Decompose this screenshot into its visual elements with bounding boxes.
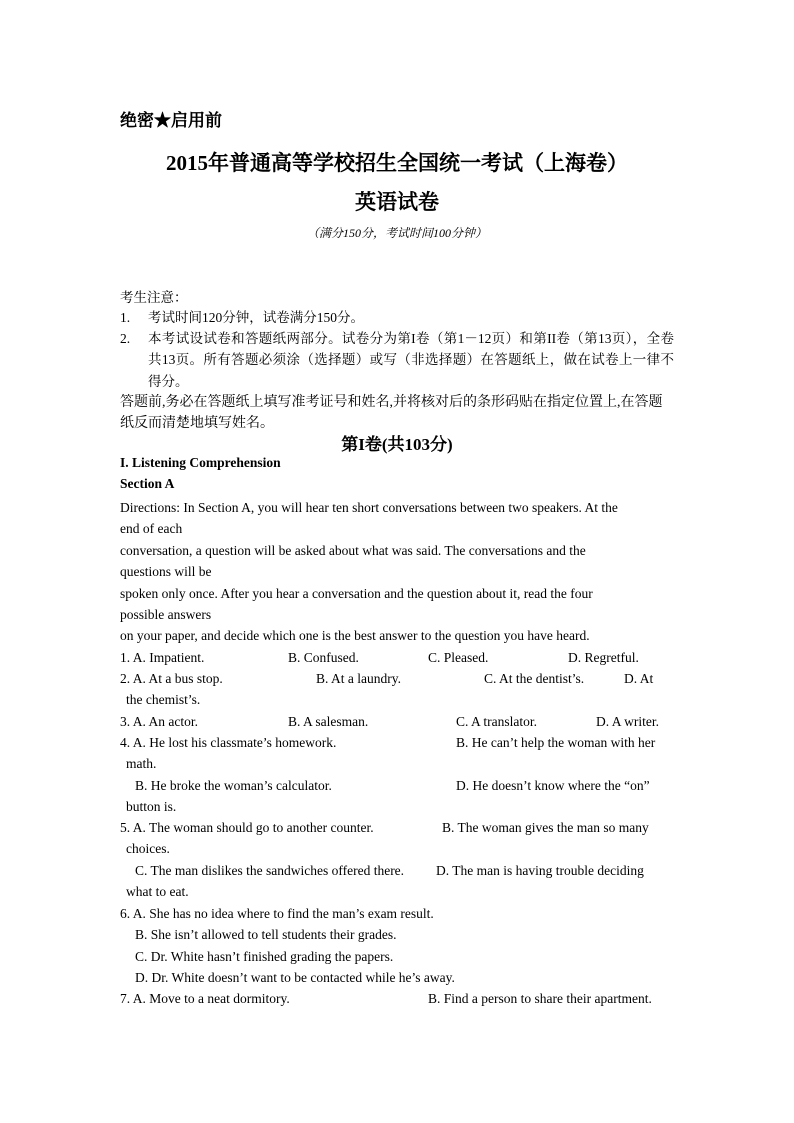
directions-line: spoken only once. After you hear a conversation and the question about it, read the four	[120, 585, 593, 601]
option-d-continued: button is.	[126, 799, 177, 814]
exam-title: 2015年普通高等学校招生全国统一考试（上海卷）	[166, 151, 628, 175]
option-b: B. Find a person to share their apartment.	[428, 991, 652, 1006]
directions-line: end of each	[120, 521, 183, 537]
option-d-continued: what to eat.	[126, 884, 189, 899]
option-b-continued: choices.	[126, 841, 170, 856]
option-b: B. A salesman.	[288, 714, 369, 729]
note-text: 考试时间120分钟，试卷满分150分。	[148, 310, 364, 325]
option-c: C. Dr. White hasn’t finished grading the papers.	[135, 949, 394, 964]
option-b: B. He broke the woman’s calculator.	[135, 778, 332, 793]
option-d: D. He doesn’t know where the “on”	[456, 778, 650, 793]
option-b: B. The woman gives the man so many	[442, 820, 649, 835]
option-b: B. Confused.	[288, 650, 359, 665]
option-d: D. At	[624, 671, 654, 686]
subsection-heading: Section A	[120, 476, 175, 491]
exam-subtitle: 英语试卷	[355, 190, 439, 214]
option-d: D. The man is having trouble deciding	[436, 863, 644, 878]
question-1	[120, 647, 674, 669]
option-c: C. At the dentist’s.	[484, 671, 585, 686]
option-a: 5. A. The woman should go to another counter.	[120, 820, 374, 835]
part-title: 第I卷(共103分)	[341, 435, 453, 454]
option-b: B. At a laundry.	[316, 671, 401, 686]
directions-line: questions will be	[120, 564, 212, 580]
option-a: 6. A. She has no idea where to find the man’s exam result.	[120, 906, 434, 921]
option-c: C. A translator.	[456, 714, 537, 729]
question-6	[120, 903, 674, 989]
directions-line: Directions: In Section A, you will hear ten short conversations between two speakers. At the	[120, 500, 618, 515]
note-text: 本考试设试卷和答题纸两部分。试卷分为第I卷（第1－12页）和第II卷（第13页），全卷共13页。所有答题必须涂（选择题）或写（非选择题）在答题纸上，做在试卷上一律不得分。	[148, 331, 674, 389]
option-d: D. A writer.	[596, 714, 659, 729]
confidential-label: 绝密★启用前	[120, 111, 222, 130]
note-number: 1.	[120, 310, 131, 325]
option-c: C. Pleased.	[428, 650, 489, 665]
option-a: 7. A. Move to a neat dormitory.	[120, 991, 290, 1006]
answer-sheet-note: 答题前,务必在答题纸上填写准考证号和姓名,并将核对后的条形码贴在指定位置上,在答题纸反而清楚地填写姓名。	[120, 395, 663, 431]
option-b: B. He can’t help the woman with her	[456, 735, 656, 750]
option-d: D. Dr. White doesn’t want to be contacted while he’s away.	[135, 970, 455, 985]
notes-heading: 考生注意：	[120, 290, 188, 305]
option-a: 4. A. He lost his classmate’s homework.	[120, 735, 337, 750]
option-a: 3. A. An actor.	[120, 714, 198, 729]
question-4	[120, 732, 674, 818]
question-2	[120, 668, 674, 711]
option-d-continued: the chemist’s.	[126, 692, 201, 707]
option-d: D. Regretful.	[568, 650, 639, 665]
question-5	[120, 817, 674, 903]
note-number: 2.	[120, 331, 131, 346]
option-c: C. The man dislikes the sandwiches offered there.	[135, 863, 405, 878]
question-3	[120, 711, 674, 733]
directions-line: on your paper, and decide which one is the best answer to the question you have heard.	[120, 628, 590, 644]
option-b: B. She isn’t allowed to tell students their grades.	[135, 927, 397, 942]
directions-line: possible answers	[120, 607, 212, 623]
full-score-note: （满分150分，考试时间100分钟）	[306, 226, 487, 240]
option-a: 2. A. At a bus stop.	[120, 671, 223, 686]
directions-line: conversation, a question will be asked about what was said. The conversations and the	[120, 542, 586, 558]
option-a: 1. A. Impatient.	[120, 650, 205, 665]
option-b-continued: math.	[126, 756, 157, 771]
section-heading: I. Listening Comprehension	[120, 455, 281, 470]
directions	[120, 497, 674, 647]
question-7	[120, 988, 674, 1010]
